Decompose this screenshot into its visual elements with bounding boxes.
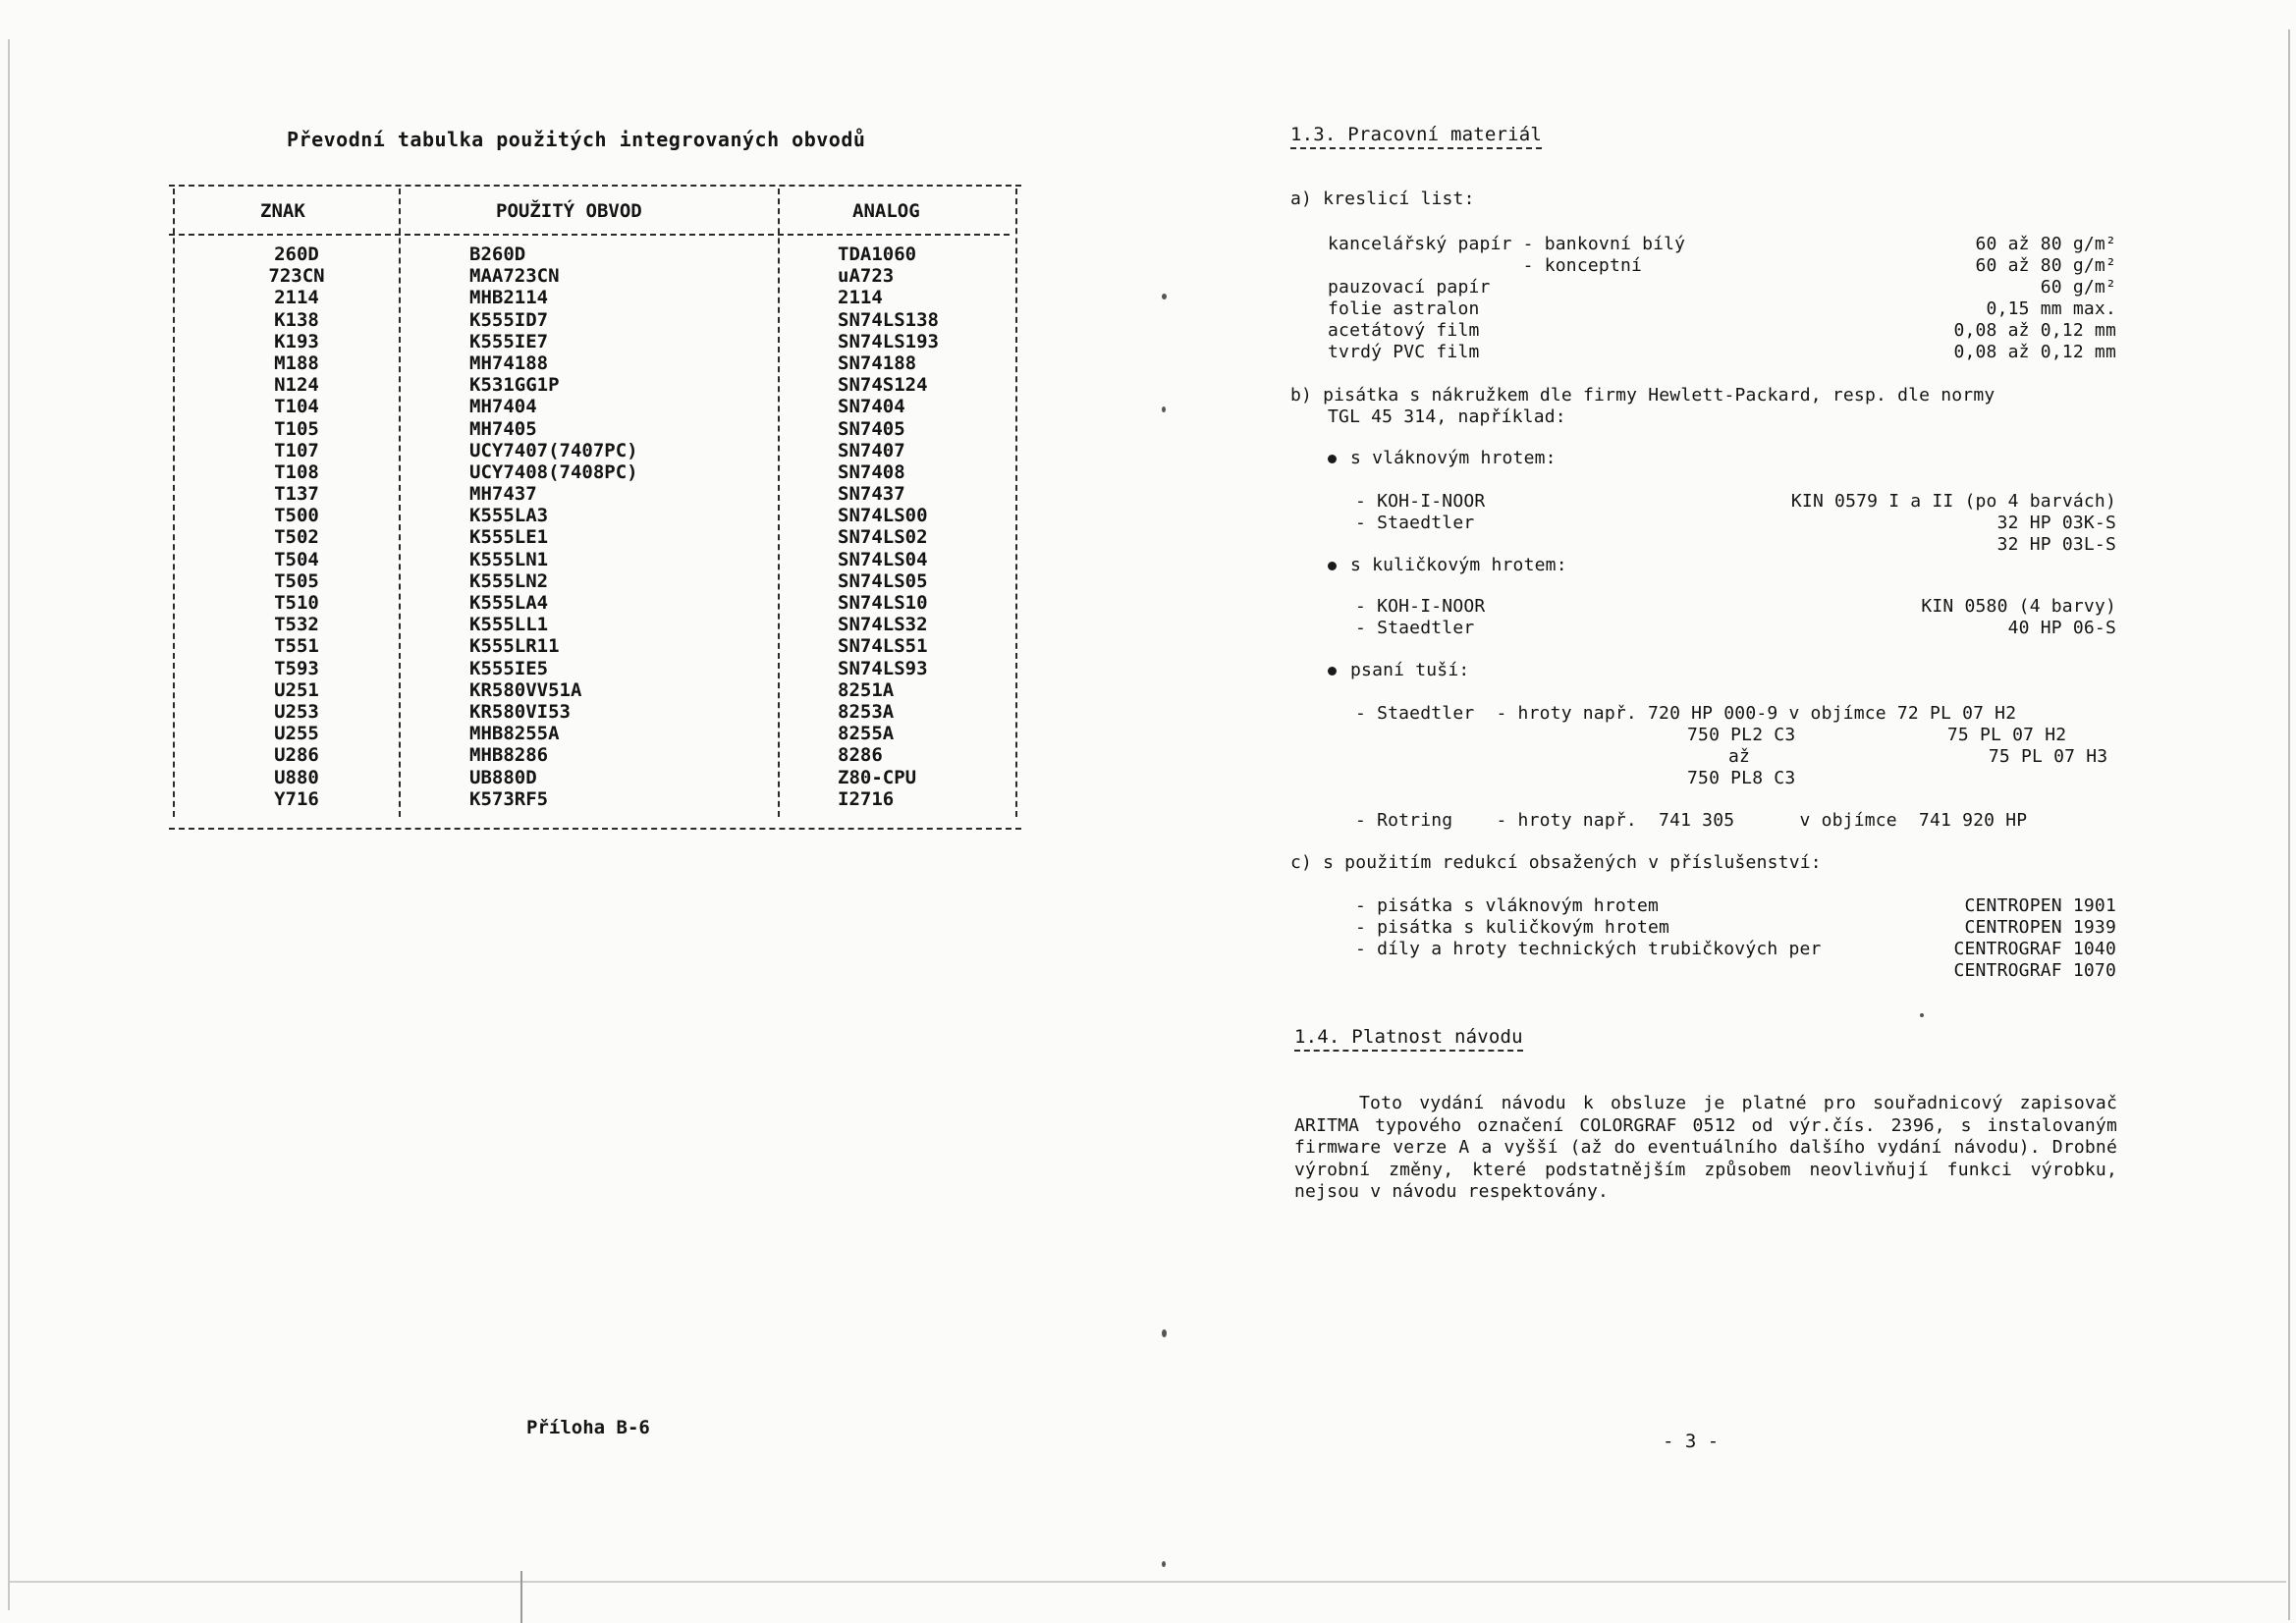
table-top-rule: [169, 185, 1021, 187]
ballpoint-heading: s kuličkovým hrotem:: [1328, 555, 1567, 575]
ink-staedtler-line: - Staedtler - hroty např. 720 HP 000-9 v objímce 72 PL 07 H2: [1355, 703, 2017, 724]
cell-znak: T510: [274, 592, 319, 614]
cell-pouzity-obvod: B260D: [469, 243, 526, 265]
reduction-products: [1866, 895, 2116, 982]
reduction-value: CENTROPEN 1939: [1964, 917, 2116, 938]
reduction-value: CENTROGRAF 1040: [1953, 939, 2116, 959]
cell-znak: T593: [274, 657, 319, 679]
cell-znak: T105: [274, 417, 319, 440]
cell-znak: T551: [274, 635, 319, 658]
cell-analog: SN7407: [838, 439, 905, 461]
table-title: Převodní tabulka použitých integrovaných obvodů: [287, 128, 866, 151]
reduction-name: - pisátka s kuličkovým hrotem: [1355, 917, 1670, 938]
cell-znak: T504: [274, 548, 319, 570]
ball-pen-value: 40 HP 06-S: [2007, 618, 2116, 638]
cell-pouzity-obvod: MH7405: [469, 417, 537, 440]
cell-analog: 8286: [838, 744, 883, 767]
cell-pouzity-obvod: MH7437: [469, 483, 537, 506]
scan-speck: [1162, 1329, 1167, 1337]
item-a-label: a) kreslicí list:: [1290, 189, 1475, 209]
ink-line-2: 750 PL2 C3 75 PL 07 H2: [1687, 725, 2067, 745]
appendix-label: Příloha B-6: [526, 1417, 650, 1438]
scan-edge-right: [2288, 29, 2290, 1620]
fiber-tip-codes: [1669, 491, 2116, 556]
cell-pouzity-obvod: MAA723CN: [469, 265, 560, 288]
cell-analog: SN74LS138: [838, 308, 939, 331]
page-number: - 3 -: [1663, 1431, 1720, 1452]
paper-value: 60 g/m²: [2040, 277, 2116, 298]
validity-paragraph: Toto vydání návodu k obsluze je platné pro souřadnicový zapisovač ARITMA typového označení COLORGRAF 0512 od výr.čís. 2396, s instalovaným firmware verze A a vyšší (až do eventuálního dalšího vydání návodu). Drobné výrobní změny, které podstatnějším způsobem neovlivňují funkci výrobku, nejsou v návodu respektovány.: [1294, 1093, 2117, 1202]
cell-analog: SN74LS02: [838, 526, 928, 549]
cell-analog: SN74LS04: [838, 548, 928, 570]
scan-speck: [1162, 1561, 1166, 1567]
reduction-value: CENTROPEN 1901: [1964, 895, 2116, 916]
cell-analog: SN7437: [838, 483, 905, 506]
paper-value: 0,08 až 0,12 mm: [1953, 342, 2116, 362]
scan-speck: [1162, 294, 1167, 299]
reduction-value: CENTROGRAF 1070: [1953, 960, 2116, 981]
cell-znak: T137: [274, 483, 319, 506]
bullet-icon: [1328, 562, 1337, 570]
table-bottom-rule: [169, 828, 1021, 830]
cell-analog: 8253A: [838, 700, 895, 723]
cell-pouzity-obvod: MH7404: [469, 396, 537, 418]
cell-pouzity-obvod: UB880D: [469, 766, 537, 788]
cell-znak: K193: [274, 330, 319, 352]
paper-list-names: [1328, 234, 1685, 363]
fiber-pen-value: KIN 0579 I a II (po 4 barvách): [1790, 491, 2116, 512]
cell-analog: SN74S124: [838, 374, 928, 397]
paper-value: 60 až 80 g/m²: [1975, 255, 2116, 276]
cell-analog: SN7404: [838, 396, 905, 418]
cell-znak: Y716: [274, 787, 319, 810]
ballpoint-brands: [1355, 596, 1485, 639]
paper-value: 60 až 80 g/m²: [1975, 234, 2116, 254]
bullet-icon: [1328, 455, 1337, 463]
fiber-pen-name: - KOH-I-NOOR: [1355, 491, 1486, 512]
paper-name: acetátový film: [1328, 320, 1480, 341]
ink-heading: psaní tuší:: [1328, 660, 1469, 680]
paper-value: 0,15 mm max.: [1986, 298, 2116, 319]
cell-analog: SN7408: [838, 460, 905, 483]
header-znak: ZNAK: [260, 200, 305, 222]
cell-pouzity-obvod: KR580VI53: [469, 700, 571, 723]
cell-pouzity-obvod: K555LN1: [469, 548, 549, 570]
ink-line-3: až 75 PL 07 H3: [1728, 746, 2108, 767]
cell-analog: SN74LS193: [838, 330, 939, 352]
fiber-pen-value: 32 HP 03L-S: [1996, 534, 2116, 555]
item-c-label: c) s použitím redukcí obsažených v příslušenství:: [1290, 852, 1822, 873]
column-znak: [244, 243, 350, 810]
scan-speck: [1162, 406, 1166, 412]
cell-pouzity-obvod: K555LN2: [469, 569, 549, 592]
cell-pouzity-obvod: K555LL1: [469, 614, 549, 636]
cell-analog: SN74LS00: [838, 505, 928, 527]
column-analog: [838, 243, 939, 810]
cell-analog: 8255A: [838, 723, 895, 745]
cell-analog: uA723: [838, 265, 895, 288]
table-left-border: [173, 189, 175, 817]
cell-analog: SN74LS93: [838, 657, 928, 679]
scan-speck: [1920, 1013, 1924, 1017]
ball-pen-name: - Staedtler: [1355, 618, 1475, 638]
paper-value: 0,08 až 0,12 mm: [1953, 320, 2116, 341]
cell-analog: SN7405: [838, 417, 905, 440]
cell-pouzity-obvod: K555ID7: [469, 308, 549, 331]
paper-name: folie astralon: [1328, 298, 1480, 319]
cell-pouzity-obvod: UCY7408(7408PC): [469, 460, 638, 483]
item-b-label-line1: b) pisátka s nákružkem dle firmy Hewlett-Packard, resp. dle normy: [1290, 385, 1995, 406]
header-pouzity-obvod: POUŽITÝ OBVOD: [496, 200, 642, 222]
cell-znak: K138: [274, 308, 319, 331]
cell-analog: I2716: [838, 787, 895, 810]
fiber-pen-name: - Staedtler: [1355, 513, 1475, 533]
reduction-name: - pisátka s vláknovým hrotem: [1355, 895, 1660, 916]
header-analog: ANALOG: [852, 200, 920, 222]
cell-znak: 723CN: [268, 265, 325, 288]
paper-name: - konceptní: [1328, 255, 1643, 276]
scan-edge-left: [8, 39, 10, 1610]
fiber-tip-heading: s vláknovým hrotem:: [1328, 448, 1557, 468]
cell-znak: 260D: [274, 243, 319, 265]
cell-znak: 2114: [274, 287, 319, 309]
table-header-rule: [169, 234, 1010, 236]
cell-znak: U253: [274, 700, 319, 723]
cell-pouzity-obvod: UCY7407(7407PC): [469, 439, 638, 461]
cell-pouzity-obvod: K531GG1P: [469, 374, 560, 397]
cell-pouzity-obvod: KR580VV51A: [469, 678, 582, 701]
cell-znak: T500: [274, 505, 319, 527]
cell-znak: T532: [274, 614, 319, 636]
ink-rotring-line: - Rotring - hroty např. 741 305 v objímce 741 920 HP: [1355, 810, 2028, 831]
cell-znak: T502: [274, 526, 319, 549]
cell-znak: U255: [274, 723, 319, 745]
cell-analog: SN74LS51: [838, 635, 928, 658]
column-pouzity-obvod: [469, 243, 638, 810]
cell-analog: 8251A: [838, 678, 895, 701]
table-right-border: [1015, 189, 1017, 817]
cell-analog: SN74188: [838, 352, 917, 374]
section-1-4-title: 1.4. Platnost návodu: [1294, 1026, 1523, 1048]
fiber-pen-value: 32 HP 03K-S: [1996, 513, 2116, 533]
cell-analog: SN74LS05: [838, 569, 928, 592]
cell-pouzity-obvod: K555IE7: [469, 330, 549, 352]
cell-pouzity-obvod: K555IE5: [469, 657, 549, 679]
reduction-name: [1355, 960, 1822, 982]
item-b-label-line2: TGL 45 314, například:: [1328, 406, 1566, 427]
fiber-tip-brands: [1355, 491, 1485, 556]
paper-list-values: [1846, 234, 2116, 363]
cell-znak: T107: [274, 439, 319, 461]
cell-pouzity-obvod: K555LR11: [469, 635, 560, 658]
ball-pen-name: - KOH-I-NOOR: [1355, 596, 1486, 617]
cell-pouzity-obvod: MH74188: [469, 352, 549, 374]
ink-line-4: 750 PL8 C3: [1687, 768, 1796, 788]
reduction-items: [1355, 895, 1822, 982]
cell-analog: TDA1060: [838, 243, 917, 265]
cell-pouzity-obvod: K573RF5: [469, 787, 549, 810]
ballpoint-codes: [1768, 596, 2116, 639]
cell-analog: Z80-CPU: [838, 766, 917, 788]
cell-analog: 2114: [838, 287, 883, 309]
cell-znak: T104: [274, 396, 319, 418]
cell-analog: SN74LS32: [838, 614, 928, 636]
cell-znak: M188: [274, 352, 319, 374]
scan-edge-bottom: [10, 1581, 2286, 1583]
cell-analog: SN74LS10: [838, 592, 928, 614]
paper-name: kancelářský papír - bankovní bílý: [1328, 234, 1686, 254]
fiber-pen-name: [1355, 534, 1485, 556]
cell-znak: N124: [274, 374, 319, 397]
bullet-icon: [1328, 667, 1337, 676]
cell-pouzity-obvod: K555LA4: [469, 592, 549, 614]
ball-pen-value: KIN 0580 (4 barvy): [1921, 596, 2116, 617]
reduction-name: - díly a hroty technických trubičkových per: [1355, 939, 1822, 959]
table-divider-2: [778, 189, 780, 817]
paper-name: pauzovací papír: [1328, 277, 1491, 298]
cell-znak: U251: [274, 678, 319, 701]
binding-mark: [520, 1571, 522, 1623]
cell-znak: U880: [274, 766, 319, 788]
cell-znak: U286: [274, 744, 319, 767]
paper-name: tvrdý PVC film: [1328, 342, 1480, 362]
cell-pouzity-obvod: MHB8286: [469, 744, 549, 767]
table-divider-1: [399, 189, 401, 817]
cell-pouzity-obvod: MHB8255A: [469, 723, 560, 745]
cell-pouzity-obvod: MHB2114: [469, 287, 549, 309]
section-1-3-title: 1.3. Pracovní materiál: [1290, 124, 1542, 145]
cell-znak: T108: [274, 460, 319, 483]
cell-pouzity-obvod: K555LA3: [469, 505, 549, 527]
cell-pouzity-obvod: K555LE1: [469, 526, 549, 549]
cell-znak: T505: [274, 569, 319, 592]
